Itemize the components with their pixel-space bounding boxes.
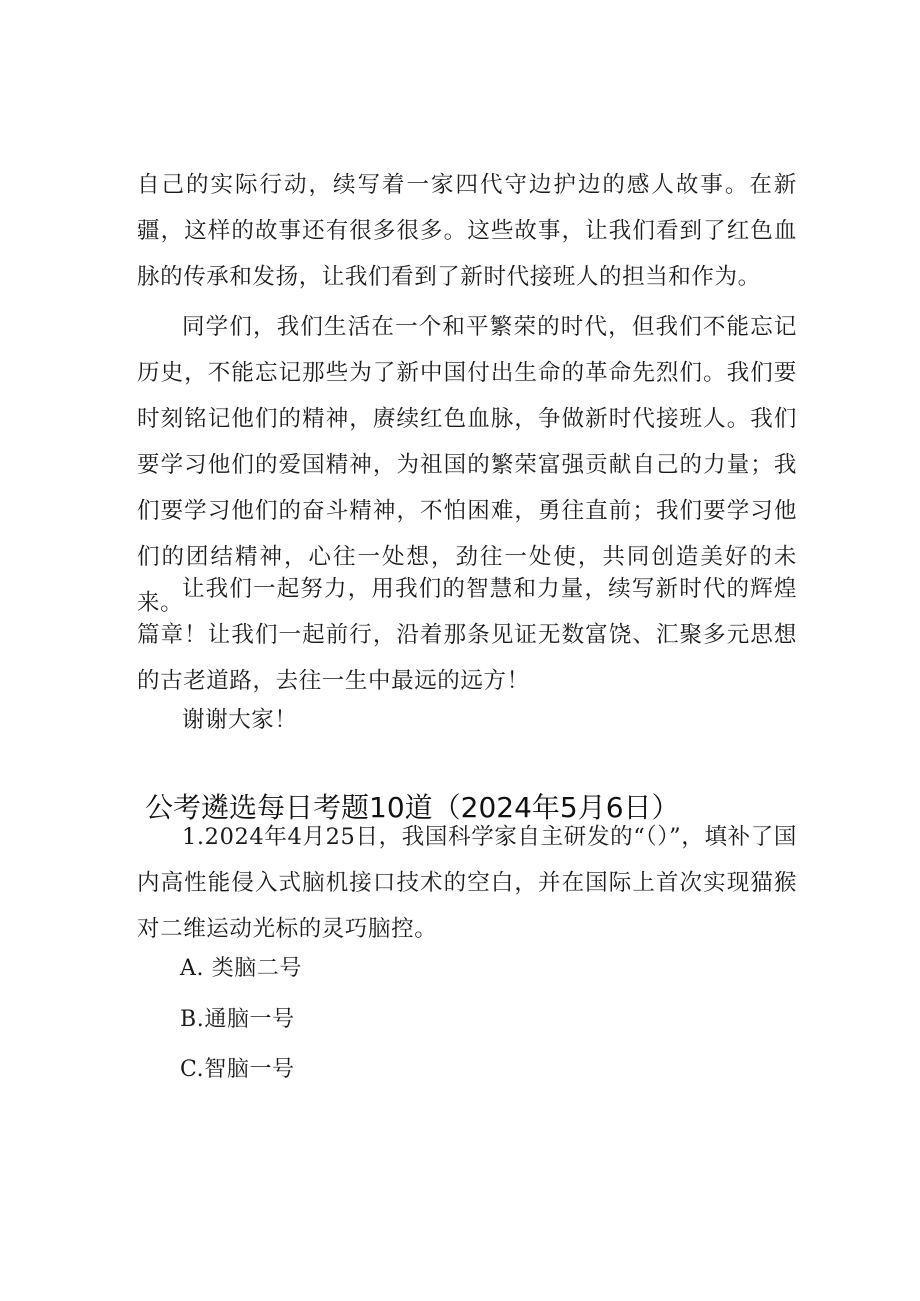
speech-paragraph-2: 同学们，我们生活在一个和平繁荣的时代，但我们不能忘记历史，不能忘记那些为了新中国付出生命的革命先烈们。我们要时刻铭记他们的精神，赓续红色血脉，争做新时代接班人。我们要学习他们的爱国精神，为祖国的繁荣富强贡献自己的力量；我们要学习他们的奋斗精神，不怕困难，勇往直前；我们要学习他们的团结精神，心往一处想，劲往一处使，共同创造美好的未来。 bbox=[137, 314, 797, 616]
quiz-title: 公考遴选每日考题10道（2024年5月6日） bbox=[145, 791, 680, 824]
option-a: A. 类脑二号 bbox=[180, 956, 303, 981]
option-b: B.通脑一号 bbox=[180, 1007, 295, 1032]
speech-closing: 谢谢大家！ bbox=[182, 707, 298, 733]
speech-paragraph-1: 自己的实际行动，续写着一家四代守边护边的感人故事。在新疆，这样的故事还有很多很多。这些故事，让我们看到了红色血脉的传承和发扬，让我们看到了新时代接班人的担当和作为。 bbox=[137, 172, 797, 290]
quiz-question-1: 1.2024年4月25日，我国科学家自主研发的“（）”，填补了国内高性能侵入式脑机接口技术的空白，并在国际上首次实现猫猴对二维运动光标的灵巧脑控。 bbox=[137, 824, 797, 942]
option-c: C.智脑一号 bbox=[180, 1057, 295, 1082]
speech-paragraph-3: 让我们一起努力，用我们的智慧和力量，续写新时代的辉煌篇章！让我们一起前行，沿着那条见证无数富饶、汇聚多元思想的古老道路，去往一生中最远的远方！ bbox=[137, 576, 797, 694]
